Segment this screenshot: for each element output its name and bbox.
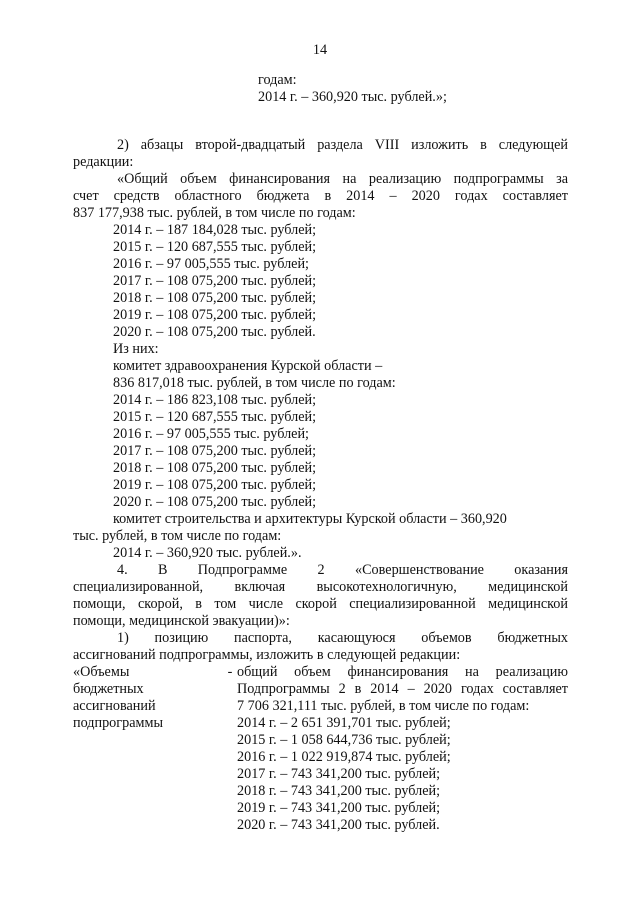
passport-table — [73, 664, 568, 834]
item2-heading: редакции: — [73, 154, 134, 170]
list-item: 2014 г. – 186 823,108 тыс. рублей; — [113, 392, 317, 408]
committee-construction: тыс. рублей, в том числе по годам: — [73, 528, 282, 544]
passport-value: общий объем финансирования на реализацию — [237, 664, 568, 680]
passport-right-column — [237, 664, 568, 834]
list-item: 2018 г. – 743 341,200 тыс. рублей; — [237, 783, 441, 799]
of-them-label: Из них: — [113, 341, 159, 357]
list-item: 2016 г. – 97 005,555 тыс. рублей; — [113, 256, 309, 272]
list-item: 2019 г. – 108 075,200 тыс. рублей; — [113, 307, 317, 323]
item2-heading: 2) абзацы второй-двадцатый раздела VIII изложить в следующей — [117, 137, 568, 153]
committee-health: 836 817,018 тыс. рублей, в том числе по годам: — [113, 375, 396, 391]
item4-text: помощи, медицинской эвакуации)»: — [73, 613, 290, 629]
passport-value: 7 706 321,111 тыс. рублей, в том числе по годам: — [237, 698, 530, 714]
passport-label: «Объемы — [73, 664, 130, 680]
quote-paragraph: «Общий объем финансирования на реализацию подпрограммы за — [117, 171, 568, 187]
item4-text: 4. В Подпрограмме 2 «Совершенствование оказания — [117, 562, 568, 578]
list-item: 2014 г. – 2 651 391,701 тыс. рублей; — [237, 715, 451, 731]
list-item: 2017 г. – 108 075,200 тыс. рублей; — [113, 273, 317, 289]
list-item: 2019 г. – 743 341,200 тыс. рублей; — [237, 800, 441, 816]
sub1-text: ассигнований подпрограммы, изложить в следующей редакции: — [73, 647, 461, 663]
committee-health: комитет здравоохранения Курской области – — [113, 358, 383, 374]
passport-label: подпрограммы — [73, 715, 163, 731]
intro-line: 2014 г. – 360,920 тыс. рублей.»; — [258, 89, 447, 105]
committee-construction: комитет строительства и архитектуры Курской области – 360,920 — [113, 511, 507, 527]
list-item: 2016 г. – 1 022 919,874 тыс. рублей; — [237, 749, 451, 765]
years-list-health — [73, 392, 568, 511]
list-item: 2020 г. – 743 341,200 тыс. рублей. — [237, 817, 440, 833]
sub1-text: 1) позицию паспорта, касающуюся объемов бюджетных — [117, 630, 568, 646]
document-body — [73, 72, 568, 834]
list-item: 2015 г. – 120 687,555 тыс. рублей; — [113, 239, 317, 255]
passport-value: Подпрограммы 2 в 2014 – 2020 годах составляет — [237, 681, 568, 697]
list-item: 2015 г. – 120 687,555 тыс. рублей; — [113, 409, 317, 425]
passport-dash — [223, 664, 237, 834]
passport-label: ассигнований — [73, 698, 156, 714]
quote-paragraph: счет средств областного бюджета в 2014 – 2020 годах составляет — [73, 188, 568, 204]
quote-paragraph: 837 177,938 тыс. рублей, в том числе по годам: — [73, 205, 356, 221]
page-number: 14 — [312, 42, 328, 58]
committee-construction-year: 2014 г. – 360,920 тыс. рублей.». — [113, 545, 302, 561]
list-item: 2017 г. – 743 341,200 тыс. рублей; — [237, 766, 441, 782]
item4-text: помощи, скорой, в том числе скорой специализированной медицинской — [73, 596, 568, 612]
passport-label: бюджетных — [73, 681, 144, 697]
list-item: 2016 г. – 97 005,555 тыс. рублей; — [113, 426, 309, 442]
item4-text: специализированной, включая высокотехнологичную, медицинской — [73, 579, 568, 595]
list-item: 2014 г. – 187 184,028 тыс. рублей; — [113, 222, 317, 238]
intro-line: годам: — [258, 72, 297, 88]
list-item: 2020 г. – 108 075,200 тыс. рублей; — [113, 494, 317, 510]
list-item: 2018 г. – 108 075,200 тыс. рублей; — [113, 290, 317, 306]
list-item: 2015 г. – 1 058 644,736 тыс. рублей; — [237, 732, 451, 748]
list-item: 2017 г. – 108 075,200 тыс. рублей; — [113, 443, 317, 459]
passport-left-column — [73, 664, 223, 834]
list-item: 2020 г. – 108 075,200 тыс. рублей. — [113, 324, 316, 340]
list-item: 2019 г. – 108 075,200 тыс. рублей; — [113, 477, 317, 493]
years-list-total — [73, 222, 568, 341]
list-item: 2018 г. – 108 075,200 тыс. рублей; — [113, 460, 317, 476]
dash-mark: - — [227, 664, 233, 680]
